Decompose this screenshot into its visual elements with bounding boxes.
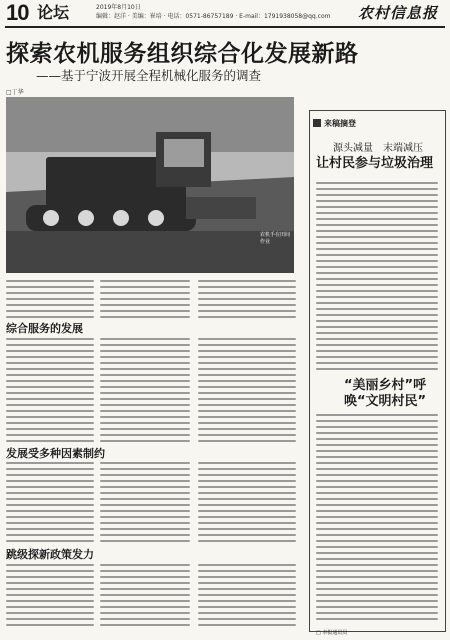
text-line	[198, 416, 296, 418]
text-line	[100, 618, 190, 620]
text-line	[6, 510, 94, 512]
text-line	[100, 362, 190, 364]
text-line	[316, 326, 438, 328]
text-line	[6, 428, 94, 430]
text-line	[100, 356, 190, 358]
text-line	[198, 570, 296, 572]
text-line	[316, 194, 438, 196]
text-line	[198, 310, 296, 312]
text-line	[316, 438, 438, 440]
text-line	[316, 296, 438, 298]
text-line	[316, 468, 438, 470]
text-line	[198, 292, 296, 294]
text-line	[6, 350, 94, 352]
text-line	[316, 248, 438, 250]
text-line	[6, 380, 94, 382]
text-line	[198, 362, 296, 364]
text-line	[6, 522, 94, 524]
text-line	[6, 344, 94, 346]
text-line	[316, 206, 438, 208]
text-line	[198, 492, 296, 494]
text-line	[6, 410, 94, 412]
text-line	[6, 362, 94, 364]
text-line	[6, 468, 94, 470]
sidebar-tag-marker	[313, 119, 321, 127]
text-line	[316, 362, 438, 364]
text-line	[316, 308, 438, 310]
text-line	[316, 522, 438, 524]
text-line	[316, 182, 438, 184]
text-line	[100, 310, 190, 312]
text-line	[100, 516, 190, 518]
text-line	[100, 386, 190, 388]
text-line	[316, 618, 438, 620]
text-line	[198, 304, 296, 306]
text-line	[100, 570, 190, 572]
text-line	[100, 374, 190, 376]
text-line	[316, 320, 438, 322]
text-line	[6, 422, 94, 424]
text-line	[316, 338, 438, 340]
text-line	[6, 310, 94, 312]
text-line	[6, 624, 94, 626]
section-heading-3: 跳级探新政策发力	[6, 548, 94, 561]
text-line	[316, 540, 438, 542]
text-line	[316, 534, 438, 536]
text-line	[100, 528, 190, 530]
text-line	[316, 510, 438, 512]
text-line	[6, 618, 94, 620]
text-line	[316, 450, 438, 452]
text-line	[198, 582, 296, 584]
text-line	[100, 480, 190, 482]
text-line	[198, 428, 296, 430]
article-subheadline: ——基于宁波开展全程机械化服务的调查	[36, 68, 262, 83]
text-line	[316, 230, 438, 232]
text-line	[198, 462, 296, 464]
text-line	[6, 434, 94, 436]
harvester-photo	[6, 97, 294, 273]
text-line	[6, 612, 94, 614]
text-line	[100, 368, 190, 370]
text-line	[198, 344, 296, 346]
text-line	[316, 498, 438, 500]
text-line	[6, 398, 94, 400]
header-rule	[5, 26, 445, 28]
photo-caption: 农机手在田间作业	[260, 232, 291, 245]
editor-info: 编辑：赵洋 · 美编：崔培 · 电话：0571-86757189 · E-mail：1791938058@qq.com	[96, 13, 331, 20]
text-line	[316, 480, 438, 482]
page-number: 10	[6, 0, 29, 25]
text-line	[100, 564, 190, 566]
text-line	[100, 422, 190, 424]
text-line	[316, 456, 438, 458]
text-line	[100, 606, 190, 608]
text-line	[316, 504, 438, 506]
text-line	[316, 552, 438, 554]
text-line	[316, 272, 438, 274]
text-line	[198, 468, 296, 470]
text-line	[316, 432, 438, 434]
text-line	[6, 588, 94, 590]
text-line	[6, 392, 94, 394]
text-line	[316, 570, 438, 572]
newspaper-brand: 农村信息报	[358, 4, 439, 22]
text-line	[6, 528, 94, 530]
text-line	[316, 266, 438, 268]
text-line	[198, 356, 296, 358]
sidebar-title-2: “美丽乡村”呼唤“文明村民”	[344, 378, 427, 409]
text-line	[100, 492, 190, 494]
text-line	[198, 564, 296, 566]
text-line	[6, 286, 94, 288]
text-line	[6, 540, 94, 542]
text-line	[6, 600, 94, 602]
text-line	[100, 410, 190, 412]
text-line	[100, 612, 190, 614]
text-line	[316, 588, 438, 590]
text-line	[100, 486, 190, 488]
text-line	[316, 528, 438, 530]
text-line	[198, 510, 296, 512]
text-line	[316, 600, 438, 602]
text-line	[6, 304, 94, 306]
text-line	[100, 280, 190, 282]
text-line	[316, 314, 438, 316]
text-line	[316, 492, 438, 494]
text-line	[316, 564, 438, 566]
text-line	[198, 392, 296, 394]
text-line	[316, 188, 438, 190]
text-line	[6, 570, 94, 572]
text-line	[316, 302, 438, 304]
text-line	[198, 434, 296, 436]
text-line	[198, 588, 296, 590]
text-line	[198, 540, 296, 542]
text-line	[100, 534, 190, 536]
text-line	[6, 440, 94, 442]
text-line	[316, 224, 438, 226]
text-line	[316, 426, 438, 428]
text-line	[198, 576, 296, 578]
text-line	[198, 606, 296, 608]
text-line	[100, 428, 190, 430]
text-line	[198, 612, 296, 614]
text-line	[198, 316, 296, 318]
text-line	[316, 414, 438, 416]
text-line	[316, 344, 438, 346]
text-line	[316, 284, 438, 286]
sidebar-byline: □ 本报通讯员	[316, 630, 348, 636]
text-line	[100, 504, 190, 506]
text-line	[316, 558, 438, 560]
text-line	[198, 422, 296, 424]
text-line	[198, 486, 296, 488]
text-line	[6, 416, 94, 418]
text-line	[316, 546, 438, 548]
text-line	[316, 486, 438, 488]
text-line	[100, 624, 190, 626]
text-line	[100, 582, 190, 584]
section-heading-1: 综合服务的发展	[6, 322, 83, 335]
text-line	[6, 474, 94, 476]
harvester-illustration	[6, 97, 294, 273]
text-line	[198, 398, 296, 400]
text-line	[6, 374, 94, 376]
text-line	[6, 534, 94, 536]
text-line	[316, 594, 438, 596]
text-line	[316, 444, 438, 446]
text-line	[6, 404, 94, 406]
text-line	[6, 356, 94, 358]
text-line	[100, 350, 190, 352]
text-line	[6, 594, 94, 596]
text-line	[6, 298, 94, 300]
text-line	[198, 410, 296, 412]
text-line	[6, 480, 94, 482]
text-line	[198, 594, 296, 596]
section-name: 论坛	[37, 3, 70, 22]
text-line	[100, 344, 190, 346]
text-line	[316, 420, 438, 422]
text-line	[6, 386, 94, 388]
text-line	[198, 280, 296, 282]
text-line	[100, 522, 190, 524]
section-heading-2: 发展受多种因素制约	[6, 447, 105, 460]
text-line	[100, 462, 190, 464]
text-line	[100, 588, 190, 590]
text-line	[316, 278, 438, 280]
text-line	[6, 498, 94, 500]
text-line	[6, 582, 94, 584]
text-line	[100, 316, 190, 318]
text-line	[198, 480, 296, 482]
text-line	[198, 528, 296, 530]
text-line	[6, 516, 94, 518]
text-line	[100, 416, 190, 418]
sidebar-title: 让村民参与垃圾治理	[316, 156, 434, 171]
text-line	[6, 338, 94, 340]
text-line	[6, 492, 94, 494]
text-line	[100, 398, 190, 400]
text-line	[6, 486, 94, 488]
text-line	[100, 380, 190, 382]
text-line	[100, 298, 190, 300]
text-line	[100, 474, 190, 476]
text-line	[316, 582, 438, 584]
text-line	[198, 350, 296, 352]
sidebar-tag: 来稿摘登	[324, 119, 356, 128]
text-line	[316, 260, 438, 262]
text-line	[100, 510, 190, 512]
issue-date: 2019年8月10日	[96, 4, 141, 11]
text-line	[6, 564, 94, 566]
text-line	[316, 200, 438, 202]
text-line	[198, 404, 296, 406]
text-line	[100, 404, 190, 406]
text-line	[316, 254, 438, 256]
text-line	[198, 440, 296, 442]
text-line	[316, 356, 438, 358]
text-line	[198, 516, 296, 518]
text-line	[6, 368, 94, 370]
text-line	[316, 606, 438, 608]
text-line	[316, 576, 438, 578]
text-line	[198, 624, 296, 626]
text-line	[6, 576, 94, 578]
text-line	[198, 600, 296, 602]
text-line	[316, 612, 438, 614]
text-line	[316, 218, 438, 220]
text-line	[100, 600, 190, 602]
sidebar-kicker: 源头减量 末端减压	[333, 143, 423, 154]
text-line	[198, 298, 296, 300]
text-line	[100, 434, 190, 436]
text-line	[198, 504, 296, 506]
text-line	[198, 498, 296, 500]
text-line	[316, 290, 438, 292]
text-line	[100, 498, 190, 500]
article-byline: □丁华	[6, 89, 24, 96]
text-line	[198, 338, 296, 340]
text-line	[6, 606, 94, 608]
text-line	[100, 594, 190, 596]
text-line	[100, 292, 190, 294]
text-line	[198, 380, 296, 382]
text-line	[100, 540, 190, 542]
text-line	[198, 618, 296, 620]
text-line	[198, 474, 296, 476]
text-line	[6, 316, 94, 318]
text-line	[6, 280, 94, 282]
article-headline: 探索农机服务组织综合化发展新路	[6, 41, 359, 67]
text-line	[100, 468, 190, 470]
text-line	[6, 504, 94, 506]
text-line	[100, 304, 190, 306]
text-line	[316, 462, 438, 464]
text-line	[198, 386, 296, 388]
text-line	[6, 462, 94, 464]
text-line	[198, 522, 296, 524]
text-line	[316, 350, 438, 352]
text-line	[198, 534, 296, 536]
text-line	[100, 440, 190, 442]
text-line	[316, 236, 438, 238]
text-line	[316, 516, 438, 518]
text-line	[100, 286, 190, 288]
text-line	[316, 212, 438, 214]
text-line	[316, 368, 438, 370]
text-line	[6, 292, 94, 294]
text-line	[100, 338, 190, 340]
text-line	[198, 374, 296, 376]
text-line	[100, 392, 190, 394]
text-line	[316, 242, 438, 244]
text-line	[100, 576, 190, 578]
text-line	[316, 332, 438, 334]
text-line	[316, 474, 438, 476]
text-line	[198, 286, 296, 288]
text-line	[198, 368, 296, 370]
